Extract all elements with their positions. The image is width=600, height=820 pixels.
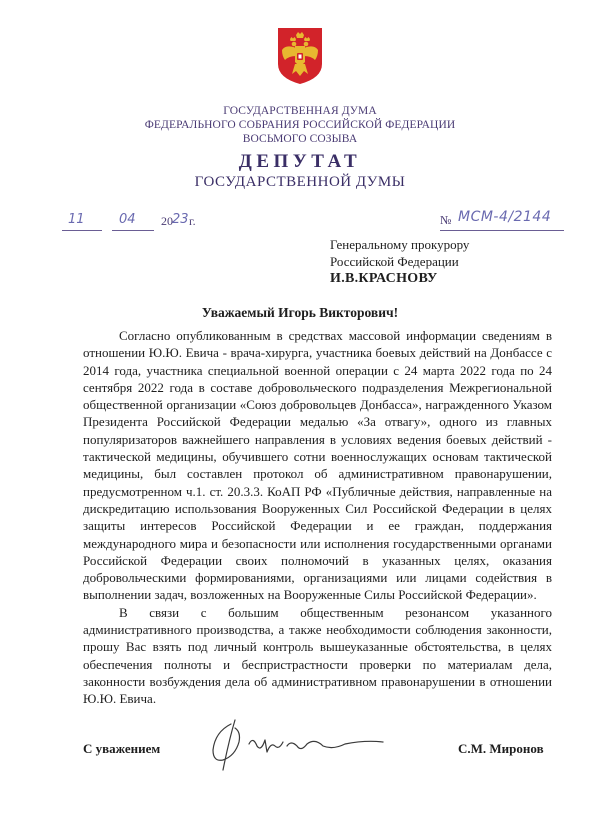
date-year-suffix: г. [189,214,196,228]
signer-name: С.М. Миронов [458,741,544,756]
date-month: 04 [119,212,136,227]
letterhead-line-1: ГОСУДАРСТВЕННАЯ ДУМА [223,105,377,117]
addressee-line-2: Российской Федерации [330,254,459,269]
letter-body [83,327,552,708]
date-year-prefix: 20 [161,214,173,228]
coat-of-arms-icon [276,26,324,86]
date-day: 11 [68,212,85,227]
document-number: МСМ-4/2144 [458,209,552,225]
letterhead-line-2: ФЕДЕРАЛЬНОГО СОБРАНИЯ РОССИЙСКОЙ ФЕДЕРАЦИИ [144,119,456,131]
date-day-underline [62,230,102,231]
paragraph-2: В связи с большим общественным резонансом указанного административного производства, а также необходимости соблюдения законности, прошу Вас взять под личный контроль вышеуказанные обстоятельства, в целях обеспечения полноты и беспристрастности проверки по материалам дела, законности возбуждения дела об административном правонарушении в отношении Ю.Ю. Евича. [83,604,552,707]
addressee-name: И.В.КРАСНОВУ [330,271,438,286]
date-month-underline [112,230,154,231]
addressee-line-1: Генеральному прокурору [330,237,470,252]
letterhead-line-3: ВОСЬМОГО СОЗЫВА [242,133,358,145]
letterhead-title: ДЕПУТАТ [238,151,362,172]
signature-icon [205,716,395,772]
paragraph-1: Согласно опубликованным в средствах массовой информации сведениям в отношении Ю.Ю. Евича - врача-хирурга, участника боевых действий на Донбассе с 2014 года, участника специальной военной операции с 24 марта 2022 года по 24 сентября 2022 года в составе добровольческого подразделения Межрегиональной общественной организации «Союз добровольцев Донбасса», награжденного Указом Президента Российской Федерации медалью «За отвагу», одного из главных популяризаторов важнейшего направления в условиях ведения боевых действий - тактической медицины, обучившего сотни военнослужащих основам тактической медицины, был составлен протокол об административном правонарушении, предусмотренном ч.1. ст. 20.3.3. КоАП РФ «Публичные действия, направленные на дискредитацию использования Вооруженных Сил Российской Федерации в целях защиты интересов Российской Федерации и ее граждан, поддержания международного мира и безопасности или исполнения государственными органами Российской Федерации своих полномочий в указанных целях, оказания добровольческими формированиями, организациями или лицами содействия в выполнении задач, возложенных на Вооруженные Силы Российской Федерации». [83,328,552,603]
number-underline [440,230,564,231]
number-sign: № [440,213,452,227]
greeting: Уважаемый Игорь Викторович! [201,305,399,320]
closing: С уважением [83,741,161,756]
date-year-handwritten: 23 [172,212,189,227]
letterhead-subtitle: ГОСУДАРСТВЕННОЙ ДУМЫ [194,174,406,190]
